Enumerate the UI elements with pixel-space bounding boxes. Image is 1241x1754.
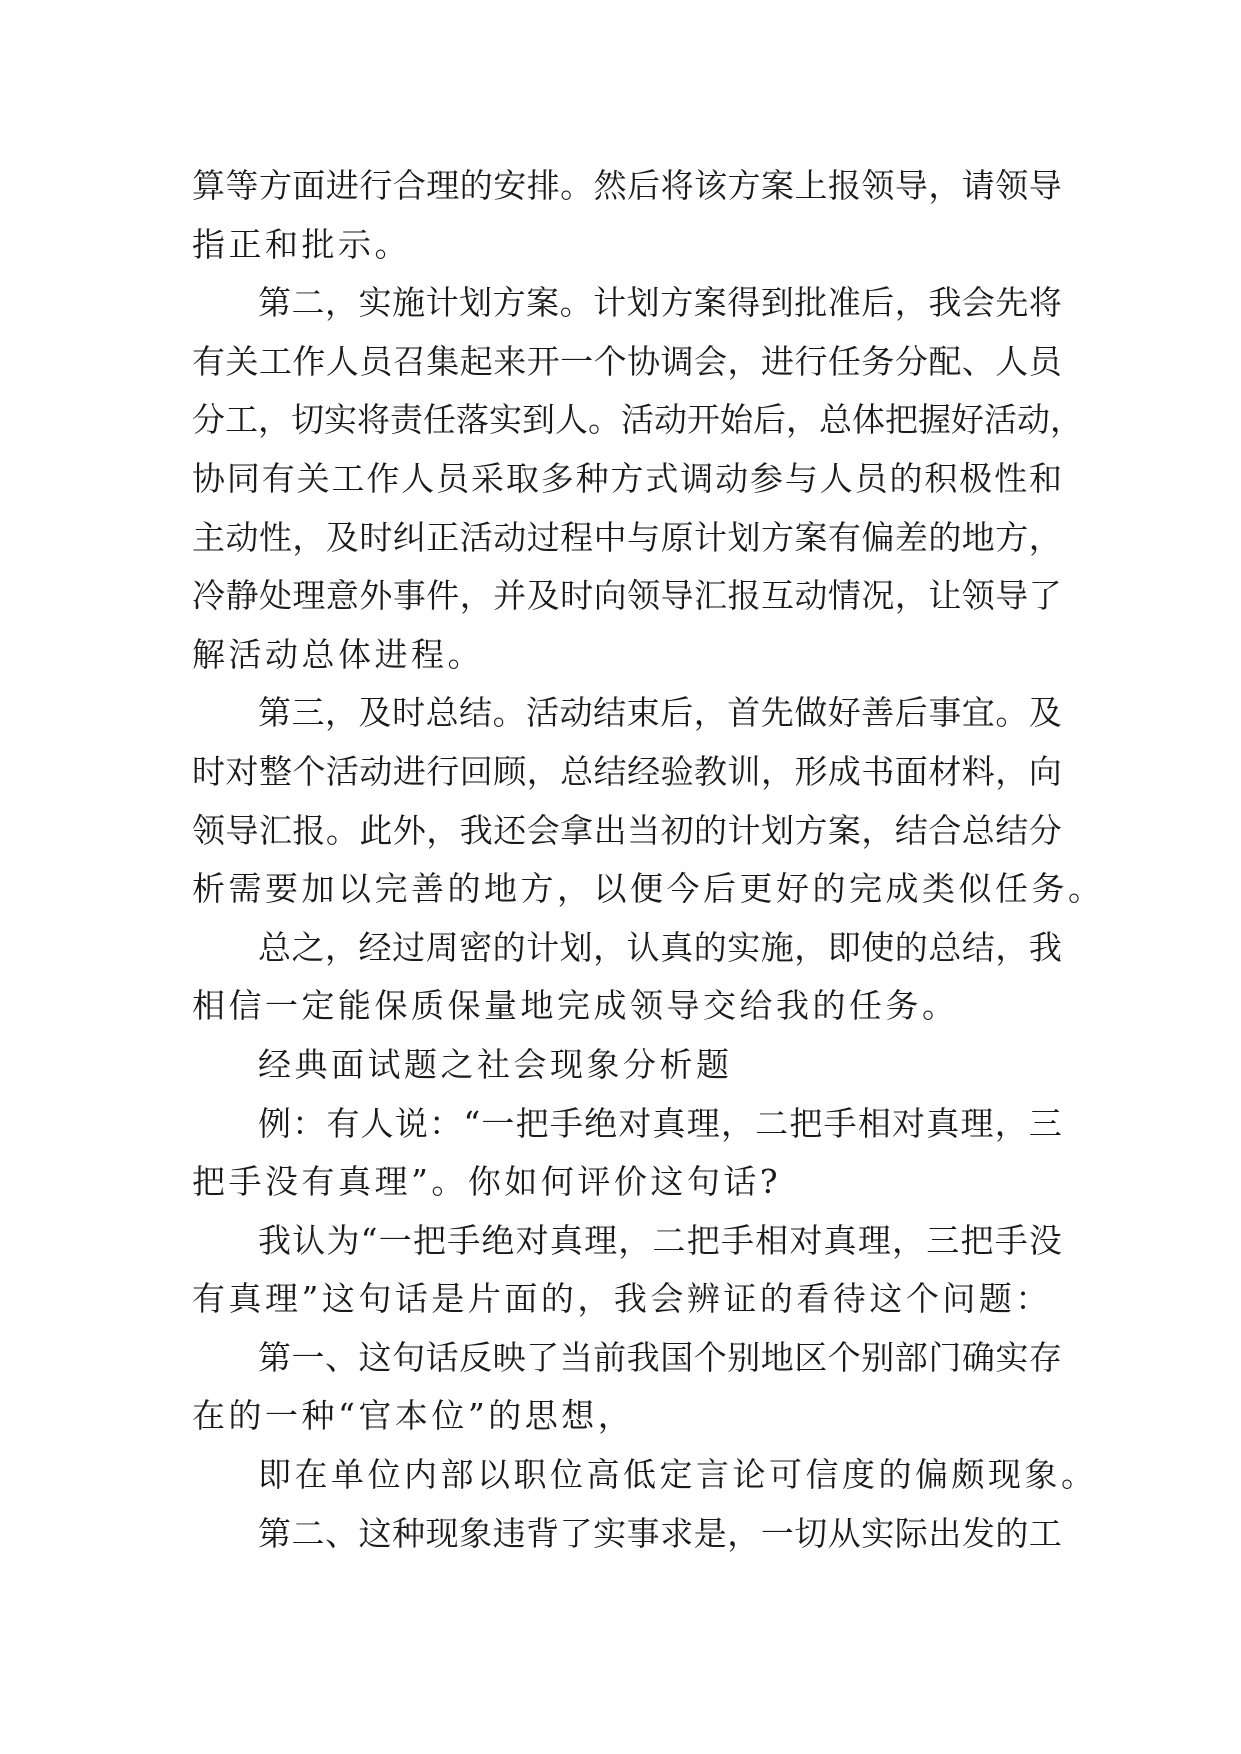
text-line: 领 导 汇 报 。 此 外 ， 我 还 会 拿 出 当 初 的 计 划 方 案 ， 结 合 总 结 分 (192, 810, 1062, 850)
text-line: 算 等 方 面 进 行 合 理 的 安 排 。 然 后 将 该 方 案 上 报 领 导 ， 请 领 导 (192, 166, 1062, 205)
text-line: 协 同 有 关 工 作 人 员 采 取 多 种 方 式 调 动 参 与 人 员 的 积 极 性 和 (192, 458, 1062, 498)
text-line: 例 ： 有 人 说 ： “ 一 把 手 绝 对 真 理 ， 二 把 手 相 对 真 理 ， 三 (258, 1103, 1062, 1143)
text-line: 经典面试题之社会现象分析题 (258, 1044, 733, 1084)
text-line: 我 认 为 “ 一 把 手 绝 对 真 理 ， 二 把 手 相 对 真 理 ， 三 把 手 没 (258, 1220, 1062, 1260)
text-line: 把手没有真理”。你如何评价这句话? (192, 1162, 782, 1202)
text-line: 总 之 ， 经 过 周 密 的 计 划 ， 认 真 的 实 施 ， 即 使 的 总 结 ， 我 (258, 927, 1062, 967)
text-line: 解活动总体进程。 (192, 634, 484, 674)
text-line: 时 对 整 个 活 动 进 行 回 顾 ， 总 结 经 验 教 训 ， 形 成 书 面 材 料 ， 向 (192, 751, 1062, 791)
text-line: 即在单位内部以职位高低定言论可信度的偏颇现象。 (258, 1455, 1098, 1495)
text-line: 冷 静 处 理 意 外 事 件 ， 并 及 时 向 领 导 汇 报 互 动 情 况 ， 让 领 导 了 (192, 576, 1062, 616)
text-line: 第 一 、 这 句 话 反 映 了 当 前 我 国 个 别 地 区 个 别 部 门 确 实 存 (258, 1337, 1062, 1377)
document-body (192, 157, 1105, 1563)
text-line: 指正和批示。 (192, 224, 411, 264)
text-line: 主 动 性 ， 及 时 纠 正 活 动 过 程 中 与 原 计 划 方 案 有 偏 差 的 地 方 ， (192, 517, 1062, 557)
text-line: 第 二 、 这 种 现 象 违 背 了 实 事 求 是 ， 一 切 从 实 际 出 发 的 工 (258, 1513, 1062, 1553)
text-line: 分 工 ， 切 实 将 责 任 落 实 到 人 。 活 动 开 始 后 ， 总 体 把 握 好 活 动 ， (192, 400, 1083, 440)
text-line: 析需要加以完善的地方，以便今后更好的完成类似任务。 (192, 869, 1105, 909)
text-line: 有 关 工 作 人 员 召 集 起 来 开 一 个 协 调 会 ， 进 行 任 务 分 配 、 人 员 (192, 341, 1062, 381)
text-line: 有真理”这句话是片面的，我会辨证的看待这个问题： (192, 1279, 1052, 1319)
text-line: 第 三 ， 及 时 总 结 。 活 动 结 束 后 ， 首 先 做 好 善 后 事 宜 。 及 (258, 693, 1062, 733)
text-line: 在的一种“官本位”的思想， (192, 1396, 635, 1436)
text-line: 相信一定能保质保量地完成领导交给我的任务。 (192, 986, 959, 1026)
text-line: 第 二 ， 实 施 计 划 方 案 。 计 划 方 案 得 到 批 准 后 ， 我 会 先 将 (258, 283, 1062, 323)
